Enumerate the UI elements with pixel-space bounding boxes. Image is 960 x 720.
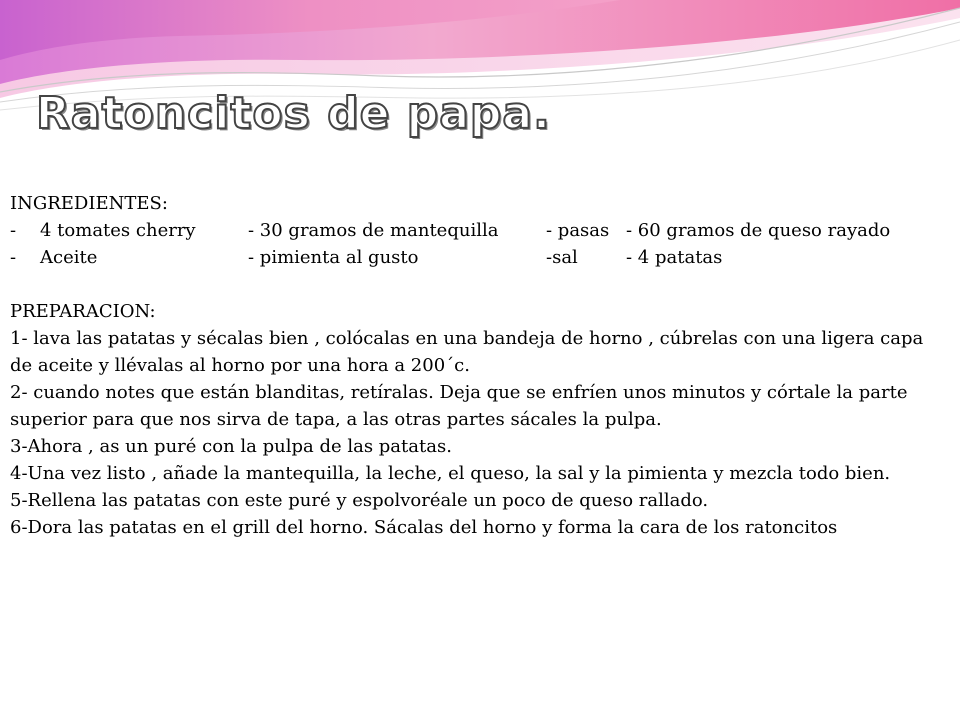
spacer [10,271,950,298]
ingredient-cell: - 30 gramos de mantequilla [248,220,499,241]
ingredient-cell: Aceite [40,247,98,268]
ingredient-bullet: - [10,247,17,268]
ingredient-bullet: - [10,220,17,241]
ingredients-row [10,244,950,271]
ingredient-cell: - pasas [546,220,610,241]
ingredient-cell: - pimienta al gusto [248,247,419,268]
recipe-content [10,190,950,541]
slide-title: Ratoncitos de papa. [36,88,551,139]
preparation-step: 4-Una vez listo , añade la mantequilla, la leche, el queso, la sal y la pimienta y mezcla todo bien. [10,463,891,484]
ingredient-cell: 4 tomates cherry [40,220,196,241]
ingredients-row [10,217,950,244]
ingredients-heading: INGREDIENTES: [10,193,168,214]
preparation-step: 3-Ahora , as un puré con la pulpa de las patatas. [10,436,452,457]
preparation-step: 6-Dora las patatas en el grill del horno. Sácalas del horno y forma la cara de los ratoncitos [10,517,838,538]
preparation-step: 1- lava las patatas y sécalas bien , colócalas en una bandeja de horno , cúbrelas con una ligera capa de aceite y llévalas al horno por una hora a 200´c. [10,328,924,376]
preparation-step: 2- cuando notes que están blanditas, retíralas. Deja que se enfríen unos minutos y córtale la parte superior para que nos sirva de tapa, a las otras partes sácales la pulpa. [10,382,908,430]
ingredient-cell: - 4 patatas [626,247,723,268]
preparation-step: 5-Rellena las patatas con este puré y espolvoréale un poco de queso rallado. [10,490,709,511]
ingredient-cell: - 60 gramos de queso rayado [626,220,891,241]
ingredient-cell: -sal [546,247,578,268]
preparation-heading: PREPARACION: [10,301,156,322]
